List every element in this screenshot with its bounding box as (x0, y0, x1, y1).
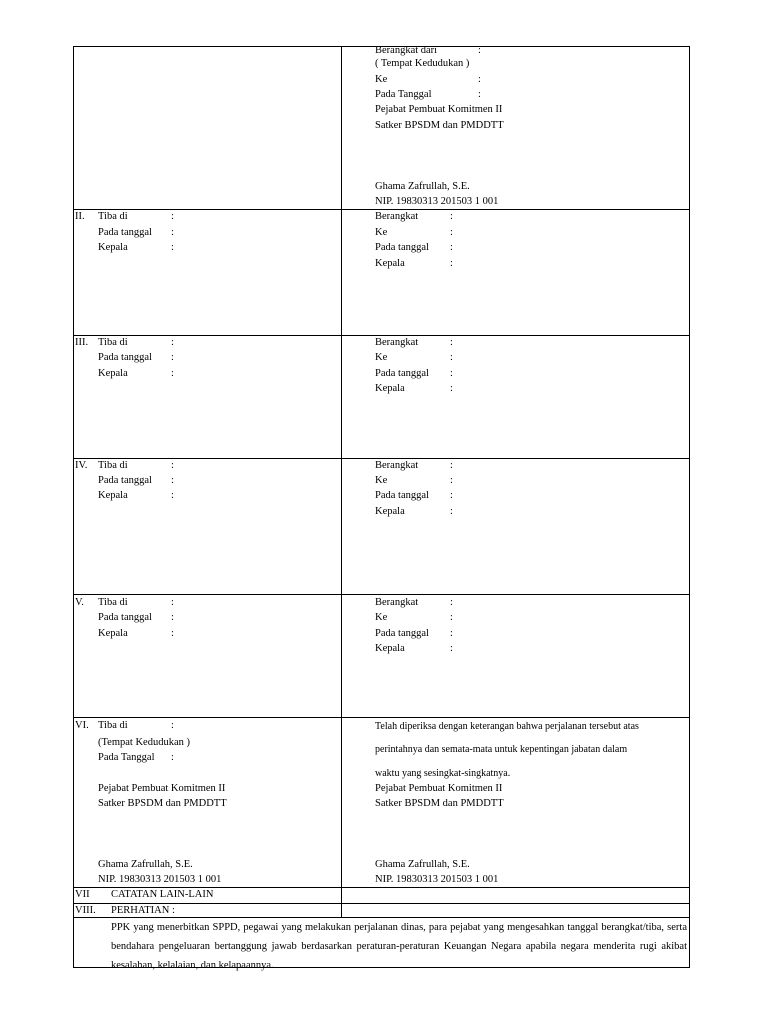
colon: : (171, 597, 174, 608)
colon: : (171, 242, 174, 253)
ke-label: Ke (375, 612, 388, 623)
colon: : (171, 475, 174, 486)
colon: : (450, 242, 453, 253)
tiba-di-label: Tiba di (98, 337, 128, 348)
pada-tanggal-label: Pada tanggal (375, 242, 429, 253)
ke-label: Ke (375, 475, 388, 486)
pada-tanggal-label: Pada tanggal (98, 612, 152, 623)
satker-label: Satker BPSDM dan PMDDTT (375, 798, 504, 809)
kepala-label: Kepala (98, 490, 128, 501)
colon: : (450, 506, 453, 517)
section-number: VII (75, 889, 90, 900)
kepala-label: Kepala (375, 258, 405, 269)
pejabat-label: Pejabat Pembuat Komitmen II (375, 783, 503, 794)
kepala-label: Kepala (375, 506, 405, 517)
tiba-di-label: Tiba di (98, 211, 128, 222)
verification-line-3: waktu yang sesingkat-singkatnya. (375, 768, 511, 779)
pada-tanggal-label: Pada tanggal (98, 352, 152, 363)
perhatian-text: PPK yang menerbitkan SPPD, pegawai yang melakukan perjalanan dinas, para pejabat yang mengesahkan tanggal berangkat/tiba, serta bendahara pengeluaran bertanggung jawab berdasarkan peraturan-peraturan Keuangan Negara apabila negara menderita rugi akibat kesalahan, kelalaian, dan kelapaannya. (111, 922, 687, 971)
signer-name: Ghama Zafrullah, S.E. (375, 859, 470, 870)
colon: : (450, 628, 453, 639)
row-divider-3 (73, 335, 690, 336)
signer-nip: NIP. 19830313 201503 1 001 (375, 874, 499, 885)
section-number: II. (75, 211, 85, 222)
section-number: V. (75, 597, 84, 608)
signer-name: Ghama Zafrullah, S.E. (375, 181, 470, 192)
colon: : (478, 74, 481, 85)
colon: : (171, 227, 174, 238)
colon: : (171, 752, 174, 763)
tempat-kedudukan-label: ( Tempat Kedudukan ) (375, 58, 470, 69)
pada-tanggal-label: Pada tanggal (375, 368, 429, 379)
colon: : (171, 352, 174, 363)
pada-tanggal-label: Pada Tanggal (375, 89, 432, 100)
ke-label: Ke (375, 74, 388, 85)
colon: : (450, 211, 453, 222)
colon: : (478, 89, 481, 100)
signer-name: Ghama Zafrullah, S.E. (98, 859, 193, 870)
colon: : (450, 597, 453, 608)
berangkat-dari-label: Berangkat dari (375, 45, 438, 56)
ke-label: Ke (375, 352, 388, 363)
row-divider-2 (73, 209, 690, 210)
signer-nip: NIP. 19830313 201503 1 001 (98, 874, 222, 885)
colon: : (450, 490, 453, 501)
row-divider-7 (73, 887, 690, 888)
verification-line-1: Telah diperiksa dengan keterangan bahwa perjalanan tersebut atas (375, 721, 639, 732)
kepala-label: Kepala (375, 643, 405, 654)
colon: : (171, 720, 174, 731)
colon: : (171, 490, 174, 501)
kepala-label: Kepala (375, 383, 405, 394)
kepala-label: Kepala (98, 368, 128, 379)
catatan-lain-label: CATATAN LAIN-LAIN (111, 889, 214, 900)
colon: : (450, 612, 453, 623)
section-number: VI. (75, 720, 89, 731)
pada-tanggal-label: Pada Tanggal (98, 752, 155, 763)
kepala-label: Kepala (98, 242, 128, 253)
berangkat-label: Berangkat (375, 597, 419, 608)
section-number: VIII. (75, 905, 96, 916)
colon: : (450, 352, 453, 363)
section-number: III. (75, 337, 89, 348)
colon: : (450, 460, 453, 471)
pada-tanggal-label: Pada tanggal (375, 490, 429, 501)
tiba-di-label: Tiba di (98, 460, 128, 471)
berangkat-label: Berangkat (375, 211, 419, 222)
verification-line-2: perintahnya dan semata-mata untuk kepentingan jabatan dalam (375, 744, 628, 755)
row-divider-5 (73, 594, 690, 595)
colon: : (450, 643, 453, 654)
pada-tanggal-label: Pada tanggal (98, 227, 152, 238)
colon: : (478, 45, 481, 56)
colon: : (450, 368, 453, 379)
colon: : (450, 227, 453, 238)
colon: : (450, 258, 453, 269)
tempat-kedudukan-label: (Tempat Kedudukan ) (98, 737, 190, 748)
row-divider-6 (73, 717, 690, 718)
colon: : (171, 368, 174, 379)
perhatian-label: PERHATIAN : (111, 905, 175, 916)
pada-tanggal-label: Pada tanggal (375, 628, 429, 639)
ke-label: Ke (375, 227, 388, 238)
signer-nip: NIP. 19830313 201503 1 001 (375, 196, 499, 207)
colon: : (171, 337, 174, 348)
table-border-right (689, 46, 690, 968)
berangkat-label: Berangkat (375, 337, 419, 348)
colon: : (171, 211, 174, 222)
satker-label: Satker BPSDM dan PMDDTT (98, 798, 227, 809)
kepala-label: Kepala (98, 628, 128, 639)
tiba-di-label: Tiba di (98, 720, 128, 731)
colon: : (171, 612, 174, 623)
tiba-di-label: Tiba di (98, 597, 128, 608)
section-number: IV. (75, 460, 88, 471)
colon: : (450, 337, 453, 348)
colon: : (171, 628, 174, 639)
row-divider-4 (73, 458, 690, 459)
pada-tanggal-label: Pada tanggal (98, 475, 152, 486)
pejabat-label: Pejabat Pembuat Komitmen II (98, 783, 226, 794)
colon: : (450, 475, 453, 486)
colon: : (171, 460, 174, 471)
table-border-left (73, 46, 74, 968)
berangkat-label: Berangkat (375, 460, 419, 471)
row-divider-8 (73, 903, 690, 904)
colon: : (450, 383, 453, 394)
pejabat-label: Pejabat Pembuat Komitmen II (375, 104, 503, 115)
column-divider (341, 46, 342, 917)
satker-label: Satker BPSDM dan PMDDTT (375, 120, 504, 131)
